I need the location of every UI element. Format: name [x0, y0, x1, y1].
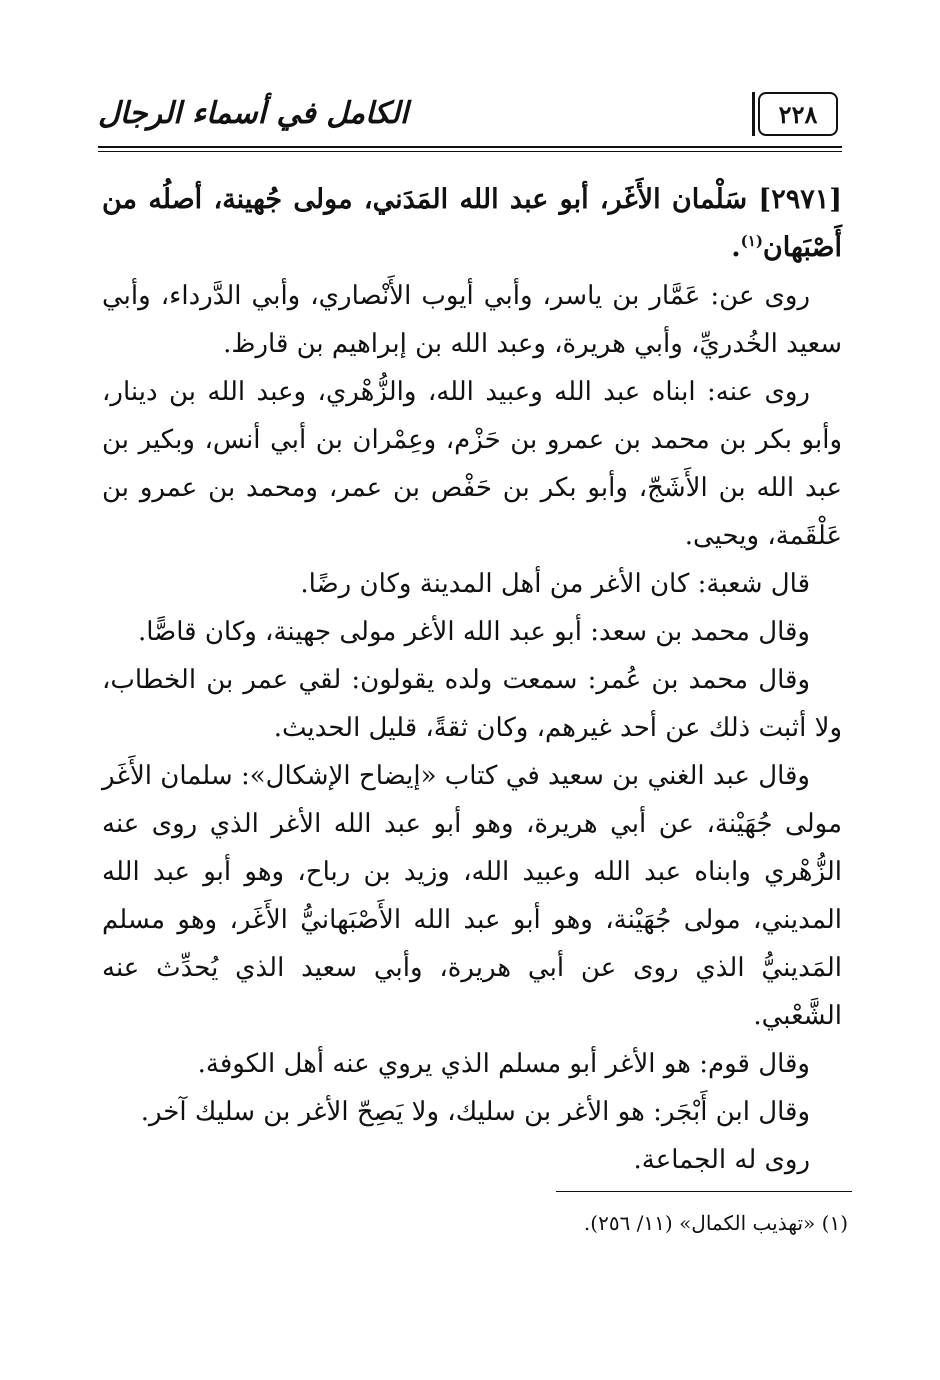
footnote-ref: (١)	[740, 232, 763, 250]
paragraph: وقال محمد بن عُمر: سمعت ولده يقولون: لقي عمر بن الخطاب، ولا أثبت ذلك عن أحد غيرهم، وكان ثقةً، قليل الحديث.	[102, 665, 842, 743]
paragraph: روى له الجماعة.	[633, 1145, 810, 1175]
page-header	[98, 86, 842, 146]
main-text	[102, 176, 842, 1184]
header-rule-thin	[98, 151, 842, 152]
page-number: ٢٢٨	[758, 92, 838, 136]
entry-title-end: .	[731, 232, 741, 263]
footnote-rule	[556, 1191, 852, 1192]
paragraph: روى عن: عَمَّار بن ياسر، وأبي أيوب الأَنْصاري، وأبي الدَّرداء، وأبي سعيد الخُدريِّ، وأبي هريرة، وعبد الله بن إبراهيم بن قارظ.	[102, 281, 842, 359]
paragraph: وقال ابن أَبْجَر: هو الأغر بن سليك، ولا يَصِحّ الأغر بن سليك آخر.	[140, 1097, 810, 1127]
running-title: الكامل في أسماء الرجال	[98, 95, 409, 131]
entry-title-text: [٢٩٧١] سَلْمان الأَغَر، أبو عبد الله المَدَني، مولى جُهينة، أصلُه من أَصْبَهان	[102, 184, 842, 263]
paragraph: وقال محمد بن سعد: أبو عبد الله الأغر مولى جهينة، وكان قاصًّا.	[137, 617, 810, 647]
footnote: (١) «تهذيب الكمال» (١١/ ٢٥٦).	[583, 1211, 848, 1235]
paragraph: روى عنه: ابناه عبد الله وعبيد الله، والزُّهْري، وعبد الله بن دينار، وأبو بكر بن محمد بن عمرو بن حَزْم، وعِمْران بن أبي أنس، وبكير بن عبد الله بن الأَشَجّ، وأبو بكر بن حَفْص بن عمر، ومحمد بن عمرو بن عَلْقَمة، ويحيى.	[102, 377, 842, 551]
paragraph: وقال قوم: هو الأغر أبو مسلم الذي يروي عنه أهل الكوفة.	[197, 1049, 810, 1079]
paragraph: وقال عبد الغني بن سعيد في كتاب «إيضاح الإشكال»: سلمان الأَغَر مولى جُهَيْنة، عن أبي هريرة، وهو أبو عبد الله الأغر الذي روى عنه الزُّهْري وابناه عبد الله وعبيد الله، وزيد بن رباح، وهو أبو عبد الله المديني، مولى جُهَيْنة، وهو أبو عبد الله الأَصْبَهانيُّ الأَغَر، وهو مسلم المَدينيُّ الذي روى عن أبي هريرة، وأبي سعيد الذي يُحدِّث عنه الشَّعْبي.	[102, 761, 842, 1031]
paragraph: قال شعبة: كان الأغر من أهل المدينة وكان رضًا.	[300, 569, 810, 599]
entry-title	[102, 176, 842, 272]
header-rule	[98, 146, 842, 148]
